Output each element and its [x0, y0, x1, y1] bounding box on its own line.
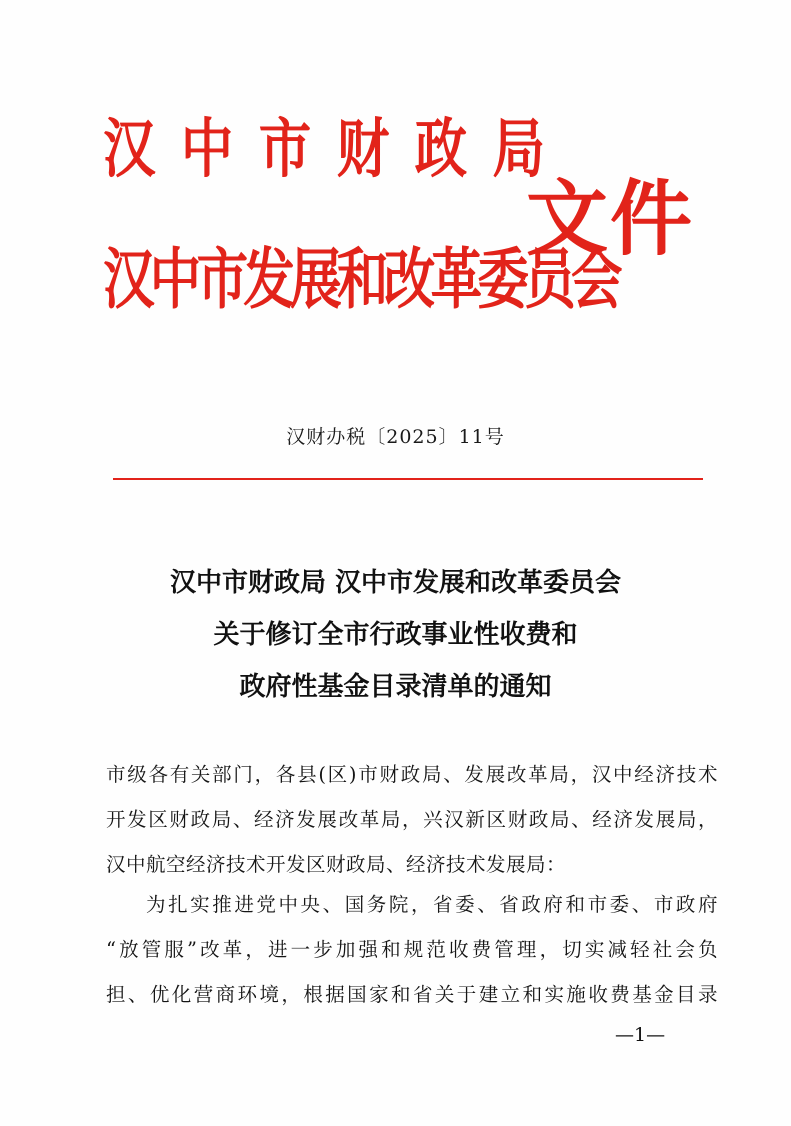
document-type-label: 文件 [526, 171, 695, 267]
body-paragraph [106, 882, 718, 1017]
addressee-line: 市级各有关部门，各县(区)市财政局、发展改革局，汉中经济技术 [106, 763, 718, 786]
title-line: 汉中市财政局 汉中市发展和改革委员会 [169, 568, 622, 598]
body-line: 担、优化营商环境，根据国家和省关于建立和实施收费基金目录 [106, 983, 718, 1006]
red-separator-line [113, 478, 703, 480]
title-line: 政府性基金目录清单的通知 [239, 672, 552, 702]
body-line: “放管服”改革，进一步加强和规范收费管理，切实减轻社会负 [106, 938, 718, 961]
issuer-name-finance-bureau: 汉中市财政局 [103, 112, 571, 187]
document-number: 汉财办税〔2025〕11号 [286, 426, 505, 448]
addressee-block [106, 752, 718, 887]
issuer-name-development-commission: 汉中市发展和改革委员会 [103, 240, 618, 318]
addressee-line: 汉中航空经济技术开发区财政局、经济技术发展局： [106, 853, 567, 876]
page-number: —1— [615, 1024, 666, 1046]
document-title [0, 557, 791, 713]
body-line: 为扎实推进党中央、国务院，省委、省政府和市委、市政府 [146, 893, 718, 916]
addressee-line: 开发区财政局、经济发展改革局，兴汉新区财政局、经济发展局， [106, 808, 718, 831]
title-line: 关于修订全市行政事业性收费和 [213, 620, 578, 650]
